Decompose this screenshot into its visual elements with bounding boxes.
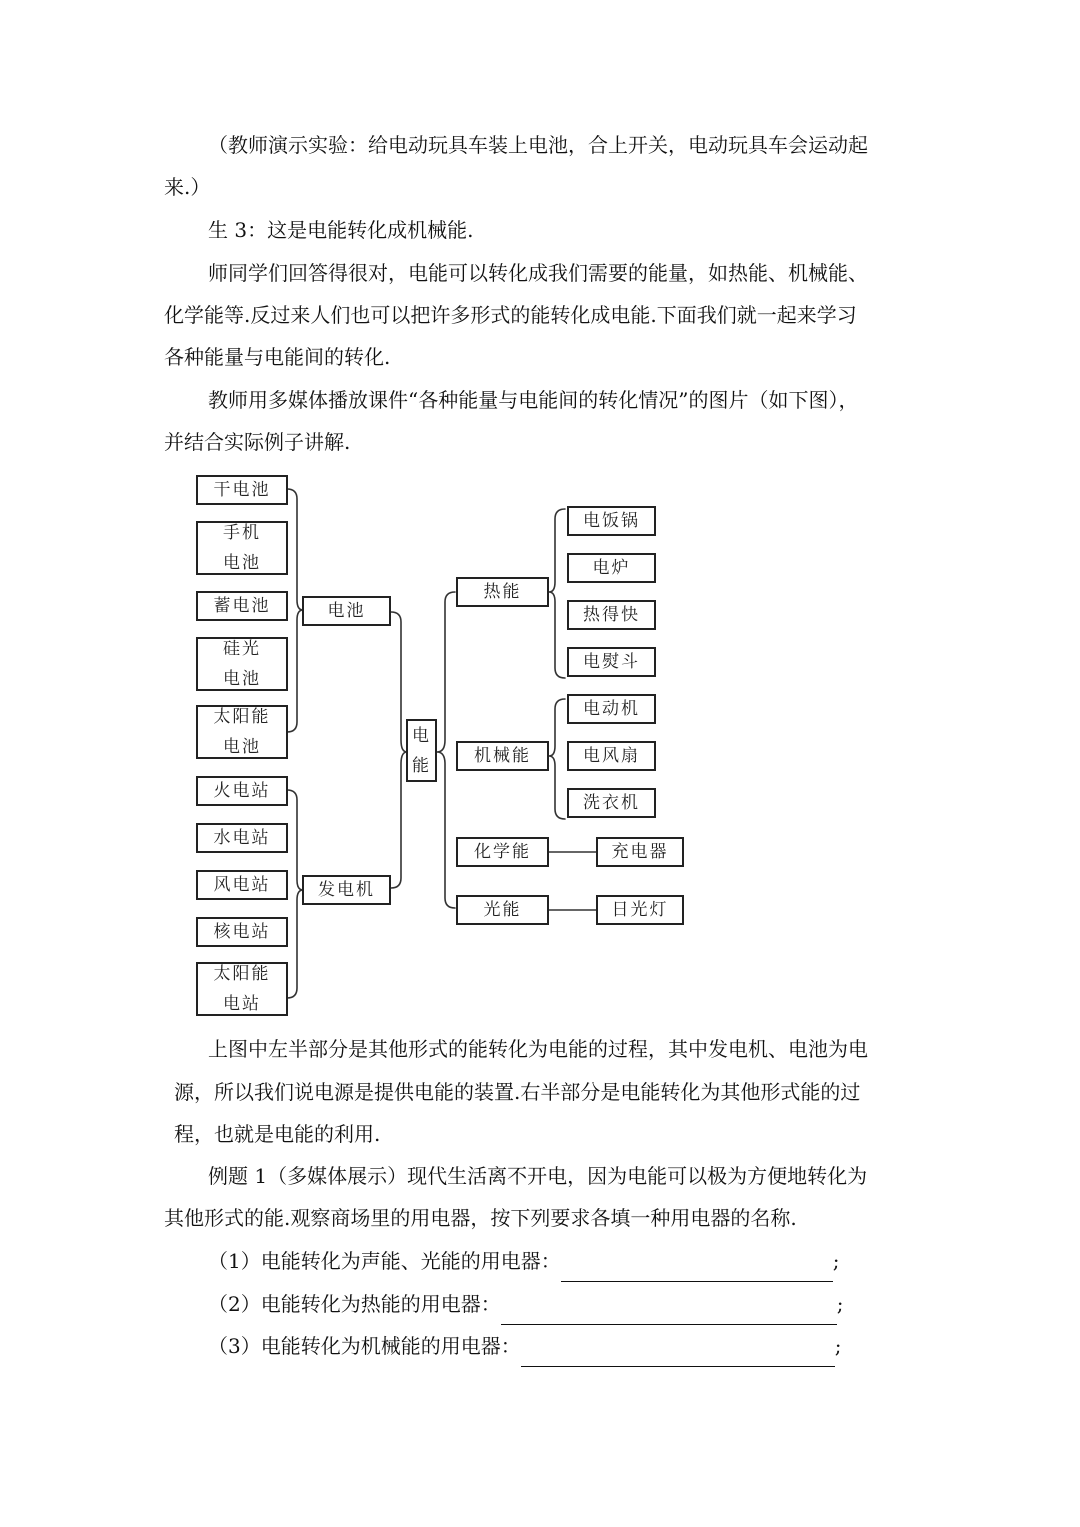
box-electric-motor: 电动机 [567, 694, 656, 724]
box-thermal-plant: 火电站 [196, 776, 288, 806]
question-2: （2）电能转化为热能的用电器： ; [208, 1283, 843, 1325]
box-hydro-plant: 水电站 [196, 823, 288, 853]
box-battery: 电池 [302, 596, 391, 626]
box-rice-cooker: 电饭锅 [567, 506, 656, 536]
box-storage-battery: 蓄电池 [196, 591, 288, 621]
paragraph-explain-line2: 源，所以我们说电源是提供电能的装置.右半部分是电能转化为其他形式能的过 [174, 1080, 861, 1104]
brace-to-electric-energy [391, 612, 407, 888]
box-chemical-energy: 化学能 [456, 837, 549, 867]
box-electric-fan: 电风扇 [567, 741, 656, 771]
box-light-energy: 光能 [456, 895, 549, 925]
box-solar-cell: 太阳能 电池 [196, 705, 288, 759]
box-wind-plant: 风电站 [196, 870, 288, 900]
paragraph-multimedia-line1: 教师用多媒体播放课件“各种能量与电能间的转化情况”的图片（如下图）， [208, 388, 859, 412]
box-electric-iron: 电熨斗 [567, 647, 656, 677]
box-nuclear-plant: 核电站 [196, 917, 288, 947]
answer-blank-2[interactable] [501, 1300, 837, 1325]
box-electric-energy: 电 能 [406, 719, 437, 782]
box-charger: 充电器 [596, 837, 684, 867]
question-3: （3）电能转化为机械能的用电器： ; [208, 1325, 841, 1367]
paragraph-explain-line3: 程，也就是电能的利用. [174, 1122, 381, 1146]
brace-from-electric-energy [437, 592, 455, 908]
answer-blank-3[interactable] [521, 1342, 835, 1367]
box-fluorescent-lamp: 日光灯 [596, 895, 684, 925]
paragraph-example-line1: 例题 1（多媒体展示）现代生活离不开电，因为电能可以极为方便地转化为 [208, 1164, 868, 1188]
box-dry-battery: 干电池 [196, 475, 288, 505]
box-mechanical-energy: 机械能 [456, 741, 549, 771]
box-solar-plant: 太阳能 电站 [196, 962, 288, 1016]
paragraph-demo-line2: 来.） [164, 175, 211, 199]
brace-mech-devices [549, 699, 565, 819]
box-immersion-heater: 热得快 [567, 600, 656, 630]
box-generator: 发电机 [302, 875, 391, 905]
question-1: （1）电能转化为声能、光能的用电器： ; [208, 1240, 839, 1282]
paragraph-multimedia-line2: 并结合实际例子讲解. [164, 430, 351, 454]
paragraph-teacher-line3: 各种能量与电能间的转化. [164, 345, 391, 369]
box-heat-energy: 热能 [456, 577, 549, 607]
box-washing-machine: 洗衣机 [567, 788, 656, 818]
paragraph-explain-line1: 上图中左半部分是其他形式的能转化为电能的过程，其中发电机、电池为电 [208, 1037, 868, 1061]
box-electric-stove: 电炉 [567, 553, 656, 583]
answer-blank-1[interactable] [561, 1257, 833, 1282]
paragraph-example-line2: 其他形式的能.观察商场里的用电器，按下列要求各填一种用电器的名称. [164, 1206, 797, 1230]
brace-heat-devices [549, 509, 565, 678]
box-silicon-cell: 硅光 电池 [196, 637, 288, 691]
paragraph-student3: 生 3：这是电能转化成机械能. [208, 218, 474, 242]
paragraph-teacher-line1: 师同学们回答得很对，电能可以转化成我们需要的能量，如热能、机械能、 [208, 261, 868, 285]
brace-generator-sources [287, 790, 303, 998]
box-phone-battery: 手机 电池 [196, 521, 288, 575]
brace-battery-sources [287, 489, 303, 732]
paragraph-teacher-line2: 化学能等.反过来人们也可以把许多形式的能转化成电能.下面我们就一起来学习 [164, 303, 857, 327]
paragraph-demo-line1: （教师演示实验：给电动玩具车装上电池，合上开关，电动玩具车会运动起 [208, 133, 868, 157]
